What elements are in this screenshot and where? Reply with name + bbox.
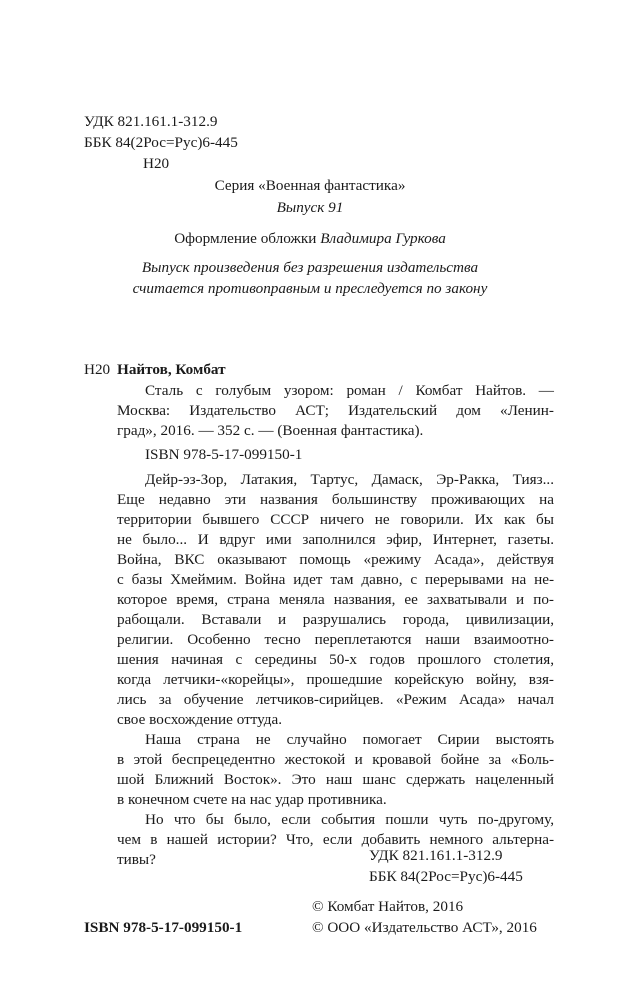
cover-designer-name: Владимира Гуркова [320,230,446,247]
catalog-author: Найтов, Комбат [117,361,226,378]
footer-bbk: ББК 84(2Рос=Рус)6-445 [369,868,523,885]
catalog-description-line: Сталь с голубым узором: роман / Комбат Найтов. — [145,382,554,399]
copyright-warning-line-1: Выпуск произведения без разрешения издательства [141,259,479,276]
annotation-paragraph: Но что бы было, если события пошли чуть по-другому, чем в нашей истории? Что, если добавить немного альтерна- тивы? [117,811,554,868]
cover-design-prefix: Оформление обложки [174,230,321,247]
catalog-description-line: Москва: Издательство АСТ; Издательский дом «Ленин- [117,402,554,419]
annotation-paragraph: Наша страна не случайно помогает Сирии выстоять в этой беспрецедентно жестокой и кровавой бойне за «Боль- шой Ближний Восток». Это наш шанс сдержать нацеленный в конечном счете на нас удар противника. [117,731,554,808]
copyright-warning-line-2: считается противоправным и преследуется по закону [132,280,488,297]
copyright-publisher: © ООО «Издательство АСТ», 2016 [312,919,537,936]
header-author-mark: Н20 [143,155,170,172]
catalog-author-mark: Н20 [84,361,111,378]
header-bbk: ББК 84(2Рос=Рус)6-445 [84,134,238,151]
catalog-description [117,381,554,441]
annotation-paragraph: Дейр-эз-Зор, Латакия, Тартус, Дамаск, Эр-Ракка, Тияз... Еще недавно эти названия большинству проживающих на территории бывшего СССР ничего не говорили. Их как бы не было... И вдруг ими заполнился эфир, Интернет, газеты. Война, ВКС оказывают помощь «режиму Асада», действуя с базы Хмеймим. Война идет там давно, с перерывами на не- которое время, страна меняла названия, ее захватывали и по- рабощали. Вставали и разрушались города, цивилизации, религии. Особенно тесно переплетаются наши взаимоотно- шения начиная с середины 50-х годов прошлого столетия, когда летчики-«корейцы», прошедшие корейскую войну, взя- лись за обучение летчиков-сирийцев. «Режим Асада» начал свое восхождение оттуда. [117,471,554,728]
series-label: Серия «Военная фантастика» [214,177,406,194]
footer-isbn: ISBN 978-5-17-099150-1 [84,919,243,936]
catalog-description-line: град», 2016. — 352 с. — (Военная фантастика). [117,422,424,439]
footer-udk: УДК 821.161.1-312.9 [369,847,503,864]
cover-design-credit [0,229,620,249]
copyright-author: © Комбат Найтов, 2016 [312,898,464,915]
header-udk: УДК 821.161.1-312.9 [84,113,218,130]
annotation [117,470,554,870]
catalog-isbn: ISBN 978-5-17-099150-1 [145,446,303,463]
series-issue: Выпуск 91 [276,199,344,216]
